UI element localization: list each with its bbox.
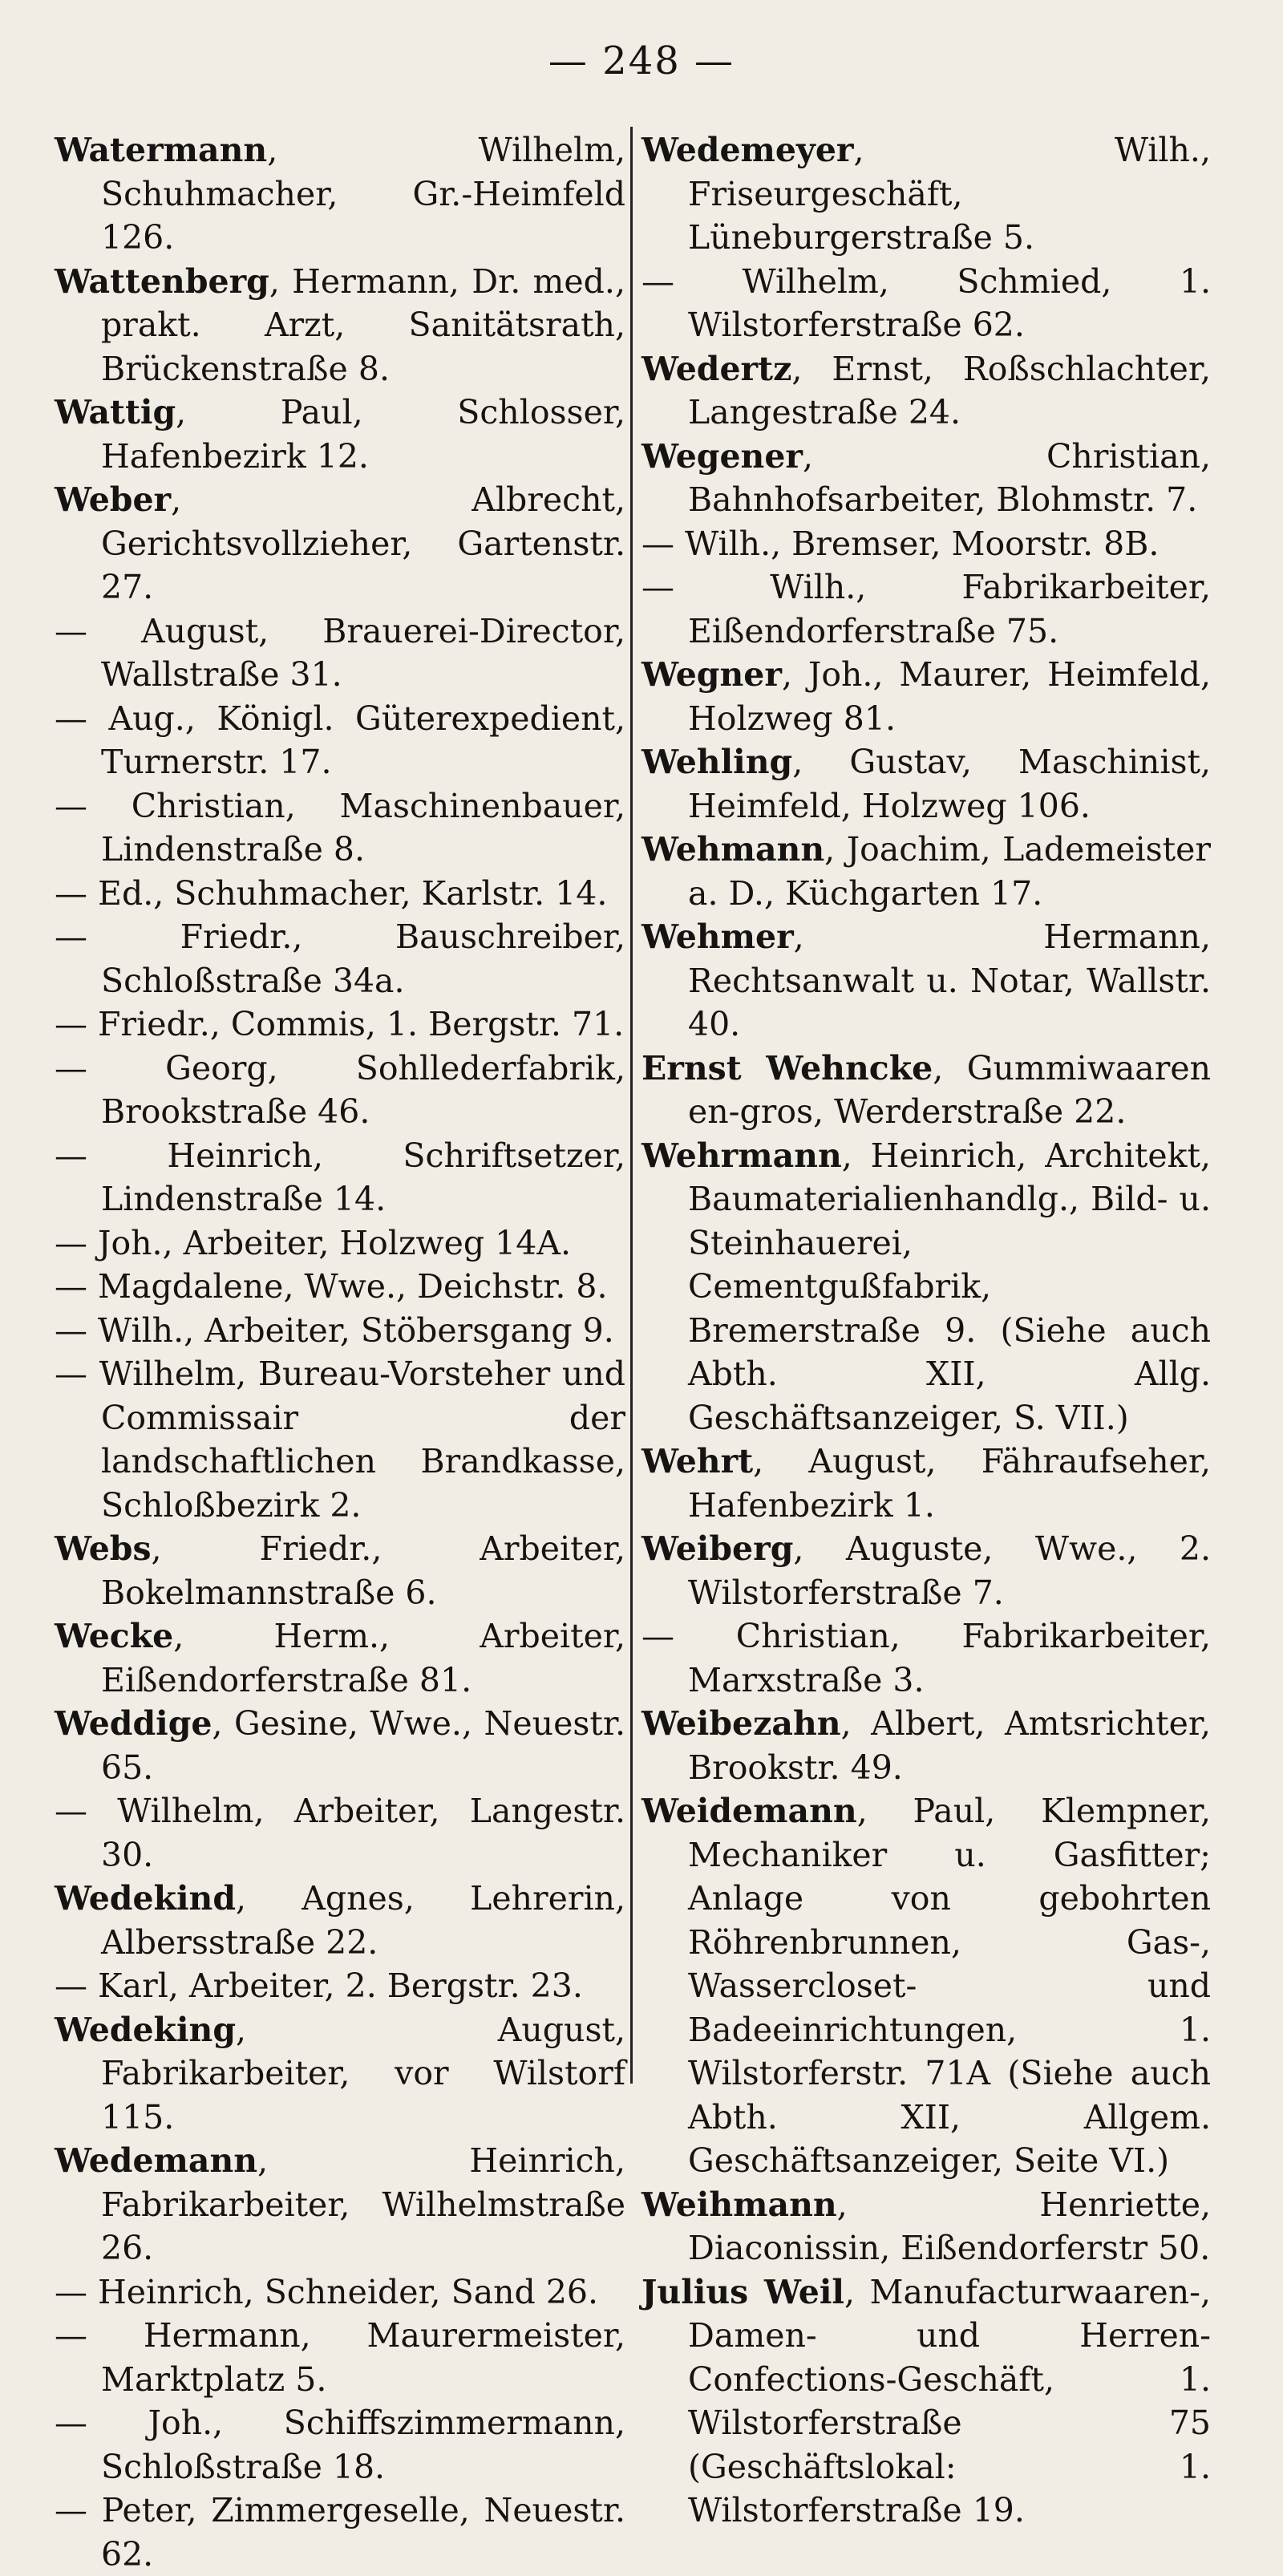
entry-surname: Wecke	[55, 1617, 174, 1655]
column-divider	[630, 127, 633, 2084]
entry-surname: Wehrmann	[642, 1136, 842, 1175]
entry-surname: Wedekind	[55, 1879, 237, 1918]
directory-entry	[55, 478, 625, 610]
directory-entry	[642, 347, 1211, 435]
directory-entry	[55, 1789, 625, 1877]
entry-surname: Weiberg	[642, 1529, 794, 1568]
entry-details: — Joh., Schiffszimmermann, Schloßstraße 18.	[55, 2404, 625, 2486]
directory-entry	[55, 1134, 625, 1221]
entry-details: — Friedr., Bauschreiber, Schloßstraße 34a.	[55, 917, 625, 1000]
entry-surname: Wedemann	[55, 2141, 258, 2180]
directory-entry	[55, 1527, 625, 1614]
directory-entry	[642, 828, 1211, 915]
directory-entry	[55, 1221, 625, 1266]
directory-entry	[55, 391, 625, 478]
entry-details: , Manufacturwaaren-, Damen- und Herren-Confections-Geschäft, 1. Wilstorferstraße 75 (Geschäftslokal: 1. Wilstorferstraße 19.	[688, 2272, 1211, 2529]
entry-details: , Paul, Schlosser, Hafenbezirk 12.	[101, 393, 625, 476]
entry-details: — Christian, Maschinenbauer, Lindenstraße 8.	[55, 786, 625, 869]
entry-details: , Auguste, Wwe., 2. Wilstorferstraße 7.	[688, 1529, 1211, 1612]
entry-surname: Webs	[55, 1529, 152, 1568]
entry-details: — Christian, Fabrikarbeiter, Marxstraße 3.	[642, 1617, 1211, 1699]
directory-entry	[55, 1265, 625, 1309]
entry-surname: Watermann	[55, 131, 268, 169]
directory-entry	[642, 522, 1211, 566]
directory-entry	[642, 1614, 1211, 1702]
directory-entry	[55, 784, 625, 872]
entry-details: — Aug., Königl. Güterexpedient, Turnerstr. 17.	[55, 699, 625, 781]
directory-entry	[55, 2270, 625, 2315]
entry-details: , Heinrich, Architekt, Baumaterialienhandlg., Bild- u. Steinhauerei, Cementgußfabrik, Bremerstraße 9. (Siehe auch Abth. XII, Allg. Geschäftsanzeiger, S. VII.)	[688, 1136, 1211, 1437]
entry-details: , Gesine, Wwe., Neuestr. 65.	[101, 1704, 625, 1787]
entry-surname: Wehmer	[642, 917, 794, 956]
entry-surname: Wehrt	[642, 1442, 754, 1480]
entry-details: — Wilhelm, Bureau-Vorsteher und Commissair der landschaftlichen Brandkasse, Schloßbezirk 2.	[55, 1355, 625, 1525]
entry-details: , Christian, Bahnhofsarbeiter, Blohmstr. 7.	[688, 436, 1211, 519]
directory-entry	[55, 1702, 625, 1789]
directory-entry	[55, 1047, 625, 1134]
entry-details: — Wilh., Bremser, Moorstr. 8B.	[642, 524, 1160, 563]
entry-details: , Albrecht, Gerichtsvollzieher, Gartenstr. 27.	[101, 480, 625, 606]
entry-details: , Hermann, Dr. med., prakt. Arzt, Sanitätsrath, Brückenstraße 8.	[101, 261, 625, 388]
entry-details: — Georg, Sohllederfabrik, Brookstraße 46.	[55, 1048, 625, 1131]
entry-surname: Wedeking	[55, 2010, 237, 2049]
directory-entry	[55, 128, 625, 260]
directory-entry	[55, 1964, 625, 2008]
entry-surname: Wehmann	[642, 830, 825, 869]
page-number: — 248 —	[548, 38, 735, 83]
entry-details: , Gummiwaaren en-gros, Werderstraße 22.	[688, 1048, 1211, 1131]
directory-entry	[642, 260, 1211, 347]
entry-details: — Wilh., Arbeiter, Stöbersgang 9.	[55, 1310, 614, 1350]
directory-entry	[642, 1134, 1211, 1440]
entry-surname: Wattenberg	[55, 261, 269, 301]
directory-entry	[642, 2183, 1211, 2270]
directory-entry	[642, 2270, 1211, 2533]
entry-details: — Karl, Arbeiter, 2. Bergstr. 23.	[55, 1966, 583, 2005]
entry-surname: Julius Weil	[642, 2272, 844, 2311]
entry-details: , Henriette, Diaconissin, Eißendorferstr 50.	[688, 2185, 1211, 2267]
directory-entry	[55, 1877, 625, 1964]
directory-entry	[642, 1702, 1211, 1789]
entry-details: — Ed., Schuhmacher, Karlstr. 14.	[55, 873, 608, 913]
entry-details: — Magdalene, Wwe., Deichstr. 8.	[55, 1267, 608, 1306]
entry-surname: Wehling	[642, 743, 793, 781]
directory-entry	[642, 1440, 1211, 1527]
entry-surname: Wedertz	[642, 349, 792, 388]
directory-entry	[55, 697, 625, 784]
entry-surname: Weddige	[55, 1704, 212, 1743]
entry-details: , Wilh., Friseurgeschäft, Lüneburgerstraße 5.	[688, 131, 1211, 257]
entry-surname: Weber	[55, 480, 172, 519]
entry-details: , Ernst, Roßschlachter, Langestraße 24.	[688, 349, 1211, 431]
entry-details: , Wilhelm, Schuhmacher, Gr.-Heimfeld 126.	[101, 131, 625, 257]
entry-surname: Wattig	[55, 393, 176, 431]
entry-details: , August, Fähraufseher, Hafenbezirk 1.	[688, 1442, 1211, 1525]
entry-details: — Wilhelm, Arbeiter, Langestr. 30.	[55, 1792, 625, 1874]
directory-entry	[642, 565, 1211, 653]
entry-surname: Wegner	[642, 655, 782, 694]
entry-details: — Heinrich, Schneider, Sand 26.	[55, 2272, 599, 2311]
right-column	[642, 128, 1211, 2533]
entry-details: — Friedr., Commis, 1. Bergstr. 71.	[55, 1005, 625, 1043]
left-column	[55, 128, 625, 2576]
directory-entry	[55, 2008, 625, 2140]
entry-surname: Wedemeyer	[642, 131, 854, 169]
directory-entry	[642, 1527, 1211, 1614]
directory-entry	[55, 1309, 625, 1353]
entry-details: , Heinrich, Fabrikarbeiter, Wilhelmstraße 26.	[101, 2141, 625, 2267]
entry-details: — Heinrich, Schriftsetzer, Lindenstraße 14.	[55, 1136, 625, 1218]
entry-surname: Wegener	[642, 436, 803, 476]
directory-entry	[55, 1614, 625, 1702]
entry-details: — Hermann, Maurermeister, Marktplatz 5.	[55, 2316, 625, 2399]
entry-surname: Weihmann	[642, 2185, 837, 2224]
directory-entry	[642, 435, 1211, 522]
entry-details: , Albert, Amtsrichter, Brookstr. 49.	[688, 1704, 1211, 1787]
entry-details: , Joachim, Lademeister a. D., Küchgarten 17.	[688, 830, 1211, 913]
directory-entry	[642, 1047, 1211, 1134]
entry-details: — Wilhelm, Schmied, 1. Wilstorferstraße 62.	[642, 261, 1211, 344]
entry-surname: Weidemann	[642, 1792, 857, 1830]
directory-entry	[642, 915, 1211, 1047]
entry-details: — Peter, Zimmergeselle, Neuestr. 62.	[55, 2491, 625, 2574]
directory-entry	[55, 1352, 625, 1527]
entry-details: , August, Fabrikarbeiter, vor Wilstorf 115.	[101, 2010, 625, 2137]
directory-entry	[55, 1002, 625, 1047]
directory-entry	[55, 915, 625, 1002]
entry-details: , Gustav, Maschinist, Heimfeld, Holzweg 106.	[688, 743, 1211, 825]
entry-surname: Weibezahn	[642, 1704, 841, 1743]
entry-details: — Joh., Arbeiter, Holzweg 14A.	[55, 1223, 571, 1262]
directory-entry	[642, 653, 1211, 740]
directory-entry	[55, 2489, 625, 2576]
entry-details: — August, Brauerei-Director, Wallstraße 31.	[55, 611, 625, 694]
directory-entry	[55, 872, 625, 916]
entry-details: , Joh., Maurer, Heimfeld, Holzweg 81.	[688, 655, 1211, 738]
directory-entry	[55, 2401, 625, 2489]
entry-surname: Ernst Wehncke	[642, 1048, 933, 1088]
directory-entry	[55, 2314, 625, 2401]
entry-details: , Herm., Arbeiter, Eißendorferstraße 81.	[101, 1617, 625, 1699]
directory-entry	[642, 128, 1211, 260]
entry-details: , Friedr., Arbeiter, Bokelmannstraße 6.	[101, 1529, 625, 1612]
directory-entry	[55, 260, 625, 391]
directory-entry	[55, 2139, 625, 2270]
directory-entry	[642, 1789, 1211, 2183]
entry-details: , Hermann, Rechtsanwalt u. Notar, Wallstr. 40.	[688, 917, 1211, 1043]
entry-details: , Paul, Klempner, Mechaniker u. Gasfitter; Anlage von gebohrten Röhrenbrunnen, Gas-, Wassercloset- und Badeeinrichtungen, 1. Wilstorferstr. 71A (Siehe auch Abth. XII, Allgem. Geschäftsanzeiger, Seite VI.)	[688, 1792, 1211, 2180]
entry-details: — Wilh., Fabrikarbeiter, Eißendorferstraße 75.	[642, 568, 1211, 650]
directory-entry	[642, 740, 1211, 828]
directory-entry	[55, 610, 625, 697]
entry-details: , Agnes, Lehrerin, Albersstraße 22.	[101, 1879, 625, 1962]
